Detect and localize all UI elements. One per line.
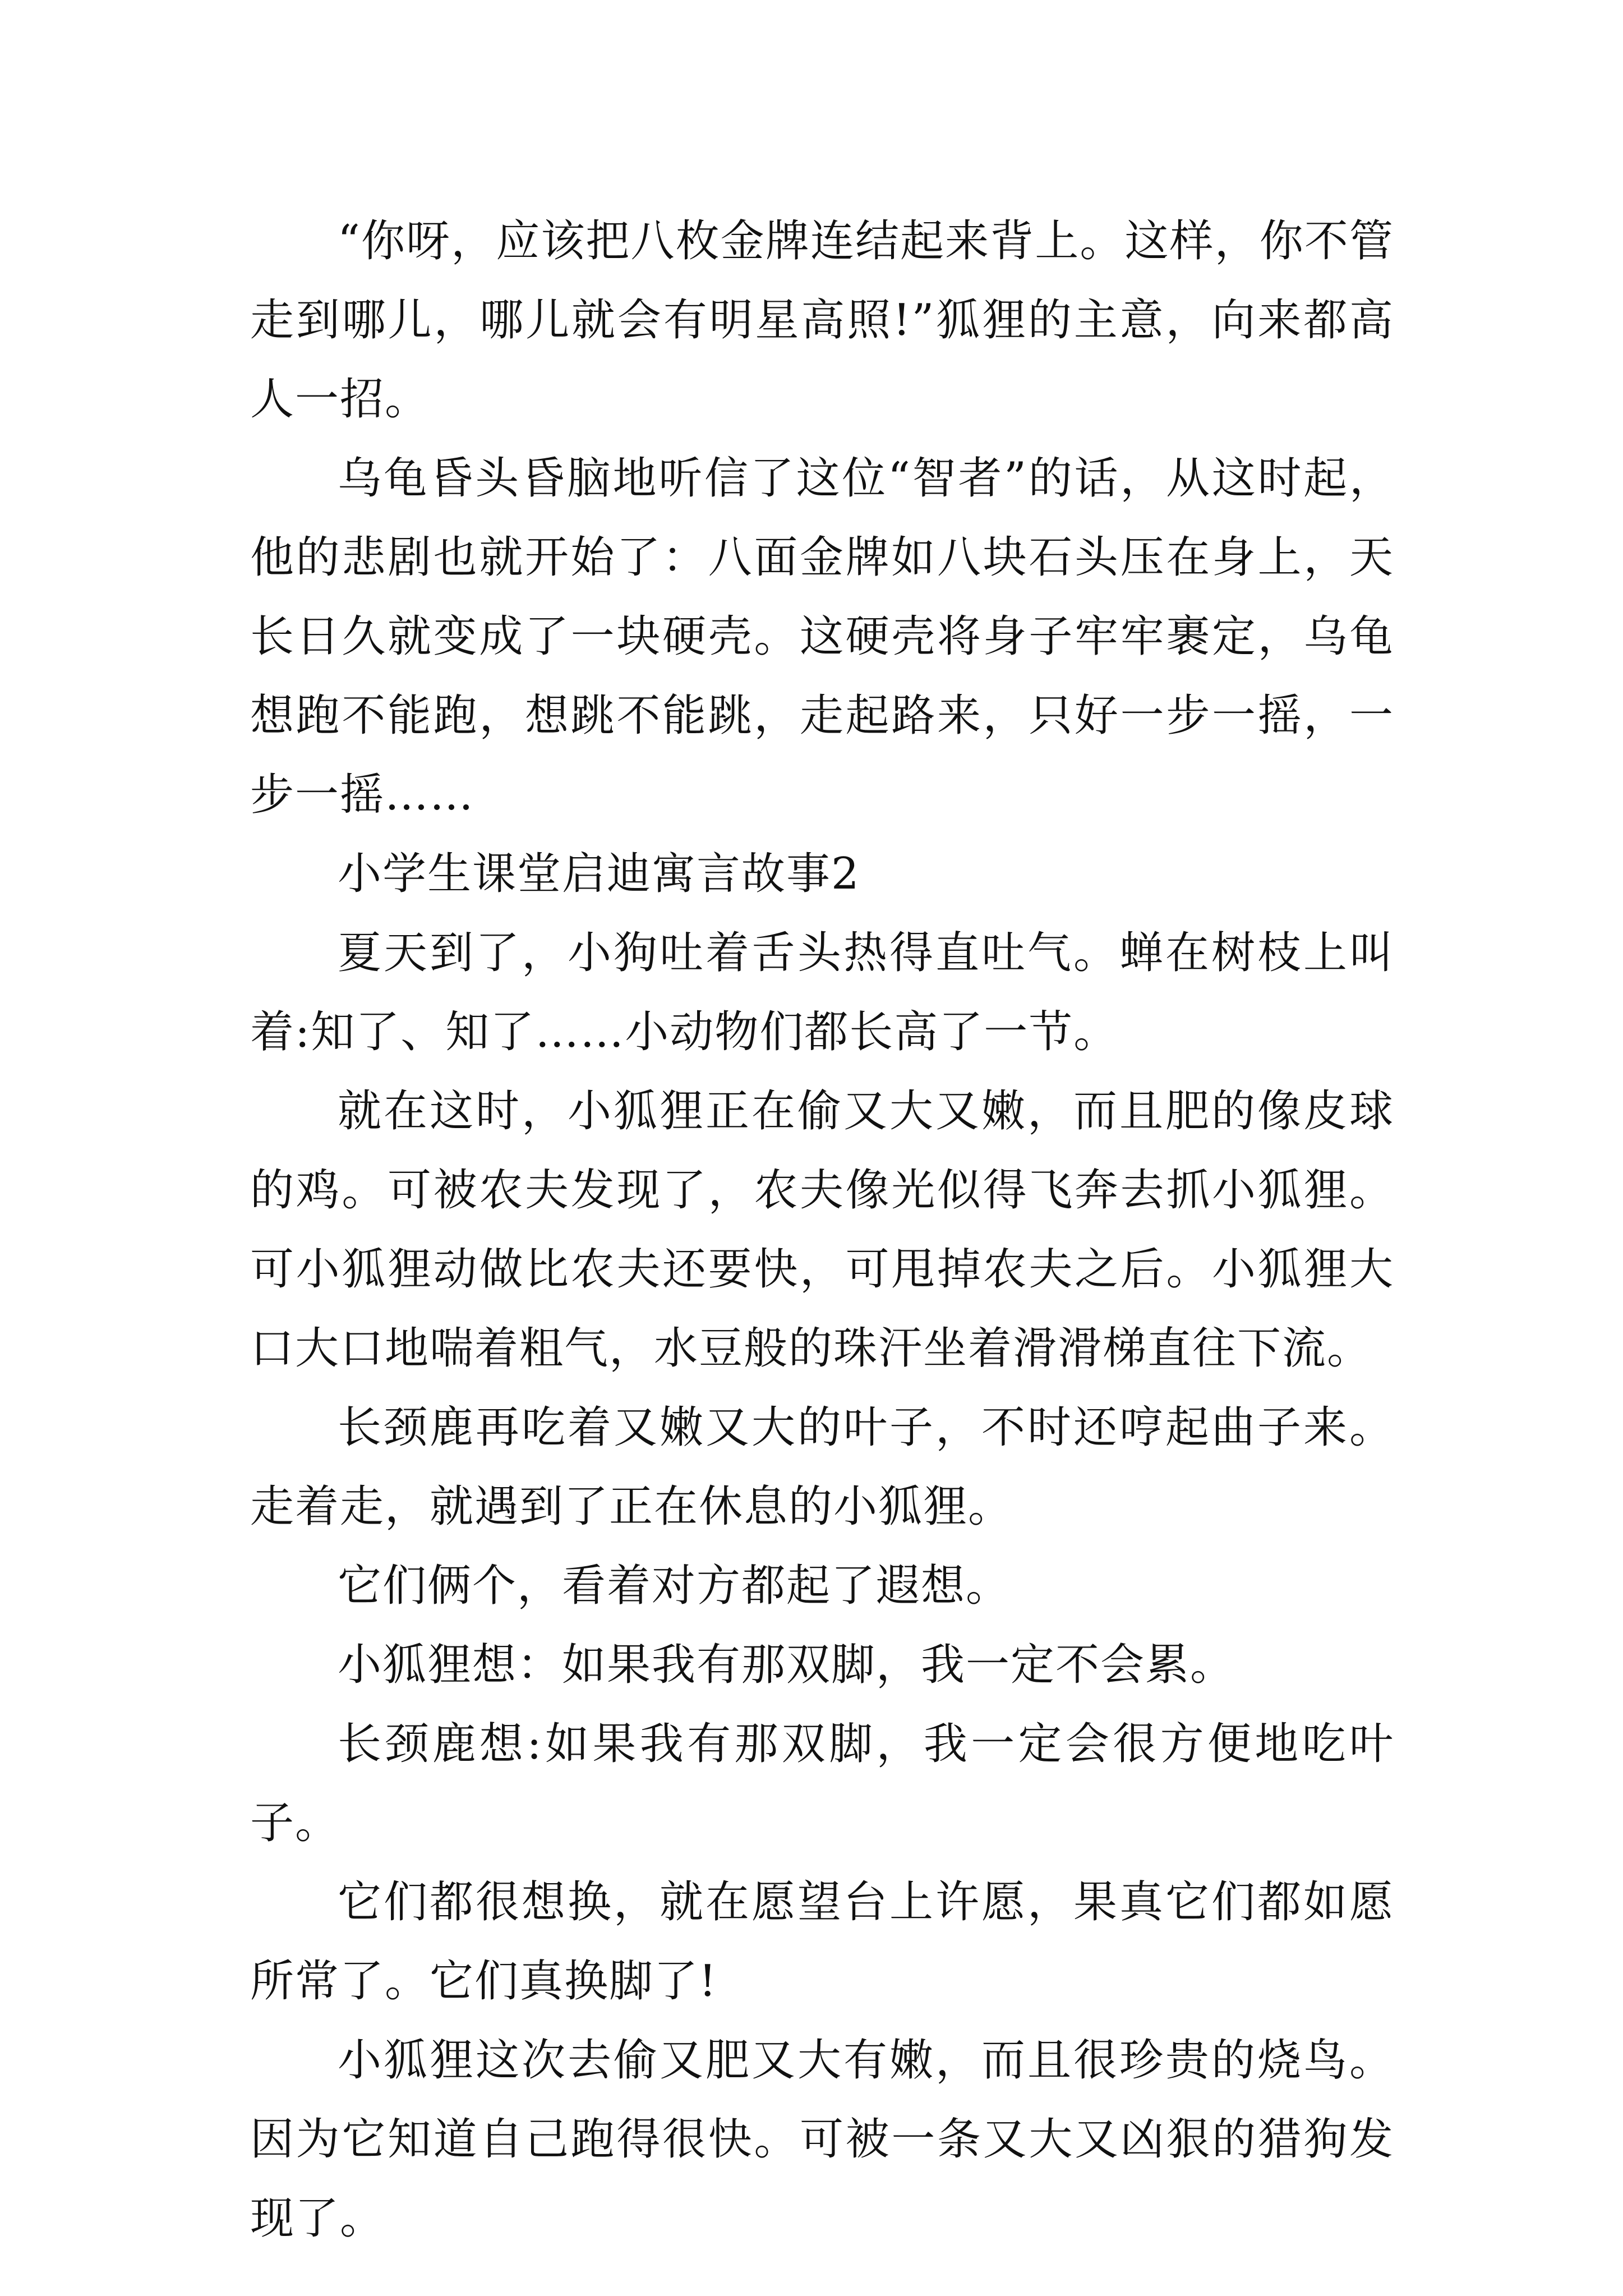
section-heading: 小学生课堂启迪寓言故事2 <box>338 849 860 899</box>
paragraph: 长颈鹿再吃着又嫩又大的叶子，不时还哼起曲子来。走着走，就遇到了正在休息的小狐狸。 <box>250 1402 1394 1532</box>
document-body <box>250 202 1394 2258</box>
paragraph: “你呀，应该把八枚金牌连结起来背上。这样，你不管走到哪儿，哪儿就会有明星高照!”狐狸的主意，向来都高人一招。 <box>250 216 1394 425</box>
paragraph: 就在这时，小狐狸正在偷又大又嫩，而且肥的像皮球的鸡。可被农夫发现了，农夫像光似得飞奔去抓小狐狸。可小狐狸动做比农夫还要快，可甩掉农夫之后。小狐狸大口大口地喘着粗气，水豆般的珠汗坐着滑滑梯直往下流。 <box>250 1086 1394 1374</box>
paragraph: 夏天到了，小狗吐着舌头热得直吐气。蝉在树枝上叫着:知了、知了……小动物们都长高了一节。 <box>250 928 1394 1057</box>
paragraph: 小狐狸想：如果我有那双脚，我一定不会累。 <box>338 1640 1235 1690</box>
paragraph: 小狐狸这次去偷又肥又大有嫩，而且很珍贵的烧鸟。因为它知道自己跑得很快。可被一条又大又凶狠的猎狗发现了。 <box>250 2035 1394 2244</box>
paragraph: 乌龟昏头昏脑地听信了这位“智者”的话，从这时起，他的悲剧也就开始了：八面金牌如八块石头压在身上，天长日久就变成了一块硬壳。这硬壳将身子牢牢裹定，乌龟想跑不能跑，想跳不能跳，走起路来，只好一步一摇，一步一摇…… <box>250 453 1394 820</box>
paragraph: 它们都很想换，就在愿望台上许愿，果真它们都如愿所常了。它们真换脚了! <box>250 1877 1394 2007</box>
paragraph: 它们俩个，看着对方都起了遐想。 <box>338 1561 1011 1611</box>
paragraph: 长颈鹿想:如果我有那双脚，我一定会很方便地吃叶子。 <box>250 1719 1394 1848</box>
